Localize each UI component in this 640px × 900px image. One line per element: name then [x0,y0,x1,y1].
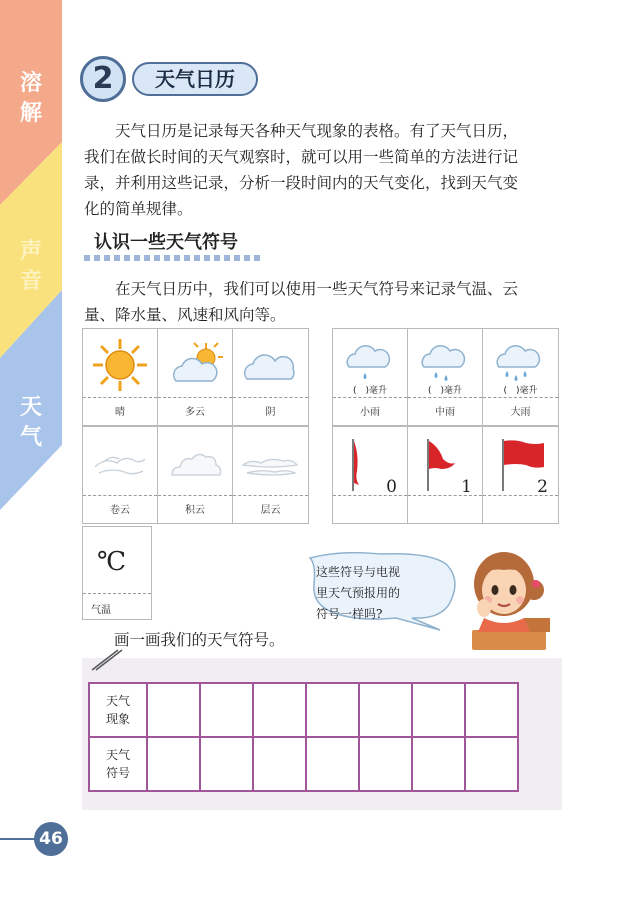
cell-divider [158,495,232,496]
speech-bubble-text [316,562,446,625]
symbol-label: 小雨 [360,407,380,418]
symbol-cell-moderate-rain [408,329,483,425]
cloud-type-grid [82,426,309,524]
cell-divider [408,397,482,398]
symbol-cell-light-rain [333,329,408,425]
rainfall-unit: ( )毫升 [352,386,388,396]
drawing-cell[interactable] [253,683,306,737]
row-header-line: 现象 [105,712,130,726]
drawing-cell[interactable] [412,737,465,791]
section-line: 量、降水量、风速和风向等。 [84,306,286,324]
partly-cloudy-icon [166,337,224,393]
cell-divider [83,593,151,594]
symbol-cell-sunny [83,329,158,425]
lesson-number-badge: 2 [80,56,126,102]
drawing-cell[interactable] [253,737,306,791]
symbol-cell-stratus [233,427,308,523]
section-title: 认识一些天气符号 [94,232,238,253]
lesson-title: 天气日历 [132,62,258,96]
cell-divider [233,495,308,496]
rainfall-unit: ( )毫升 [503,386,538,396]
celsius-symbol: ℃ [97,547,127,577]
stratus-icon [241,435,299,491]
section-paragraph [84,276,570,328]
table-row [89,683,518,737]
symbol-cell-partly-cloudy [158,329,233,425]
symbol-cell-temperature [82,526,152,620]
intro-line: 化的简单规律。 [84,200,193,218]
symbol-label: 中雨 [435,407,455,418]
cell-divider [83,495,157,496]
drawing-cell[interactable] [306,683,359,737]
weather-record-table [88,682,519,792]
pencil-icon [88,648,128,672]
sun-icon [91,337,149,393]
cell-divider [158,397,232,398]
section-line: 在天气日历中，我们可以使用一些天气符号来记录气温、云 [115,280,519,298]
symbol-cell-wind-0 [333,427,408,523]
tab-dissolve[interactable]: 溶解 [19,70,42,126]
intro-paragraph [84,118,570,222]
page-number: 46 [34,822,68,856]
symbol-label: 大雨 [510,407,531,418]
wind-level: 2 [537,477,548,497]
wind-level: 0 [386,477,397,497]
symbol-label: 层云 [260,505,281,516]
girl-illustration [462,544,554,652]
side-tabs [0,0,62,896]
page-number-line [0,838,36,840]
cell-divider [408,495,482,496]
drawing-cell[interactable] [147,683,200,737]
cumulus-icon [166,435,224,491]
cell-divider [83,397,157,398]
drawing-cell[interactable] [200,737,253,791]
tab-weather[interactable]: 天气 [19,394,42,450]
intro-line: 天气日历是记录每天各种天气现象的表格。有了天气日历， [115,122,519,140]
intro-line: 录，并利用这些记录，分析一段时间内的天气变化，找到天气变 [84,174,519,192]
sky-condition-grid [82,328,309,426]
symbol-cell-wind-1 [408,427,483,523]
symbol-cell-cirrus [83,427,158,523]
symbol-cell-overcast [233,329,308,425]
wind-level: 1 [461,477,472,497]
symbol-label: 卷云 [110,505,130,516]
bubble-line: 这些符号与电视 [316,565,401,579]
wind-grid [332,426,559,524]
symbol-label: 阴 [265,407,276,418]
rain-grid [332,328,559,426]
section-divider [84,255,260,261]
draw-prompt: 画一画我们的天气符号。 [114,631,285,649]
cell-divider [483,495,558,496]
overcast-icon [241,337,299,393]
symbol-label: 多云 [185,407,205,418]
symbol-label: 气温 [91,605,111,616]
bubble-line: 符号一样吗? [316,607,383,621]
rainfall-unit: ( )毫升 [427,386,463,396]
cirrus-icon [91,435,149,491]
tab-sound[interactable]: 声音 [19,238,42,294]
row-header-line: 天气 [105,748,130,762]
drawing-cell[interactable] [465,737,518,791]
symbol-cell-wind-2 [483,427,558,523]
table-row [89,737,518,791]
drawing-cell[interactable] [465,683,518,737]
row-header-phenomenon [89,683,147,737]
intro-line: 我们在做长时间的天气观察时，就可以用一些简单的方法进行记 [84,148,519,166]
row-header-line: 天气 [105,694,130,708]
cell-divider [333,397,407,398]
drawing-cell[interactable] [359,683,412,737]
symbol-cell-heavy-rain [483,329,558,425]
drawing-cell[interactable] [147,737,200,791]
bubble-line: 里天气预报用的 [316,586,401,600]
symbol-label: 积云 [185,505,205,516]
drawing-cell[interactable] [306,737,359,791]
row-header-symbol [89,737,147,791]
drawing-cell[interactable] [412,683,465,737]
cell-divider [233,397,308,398]
symbol-cell-cumulus [158,427,233,523]
cell-divider [333,495,407,496]
drawing-cell[interactable] [359,737,412,791]
symbol-label: 晴 [115,407,125,418]
cell-divider [483,397,558,398]
row-header-line: 符号 [105,766,130,780]
drawing-cell[interactable] [200,683,253,737]
